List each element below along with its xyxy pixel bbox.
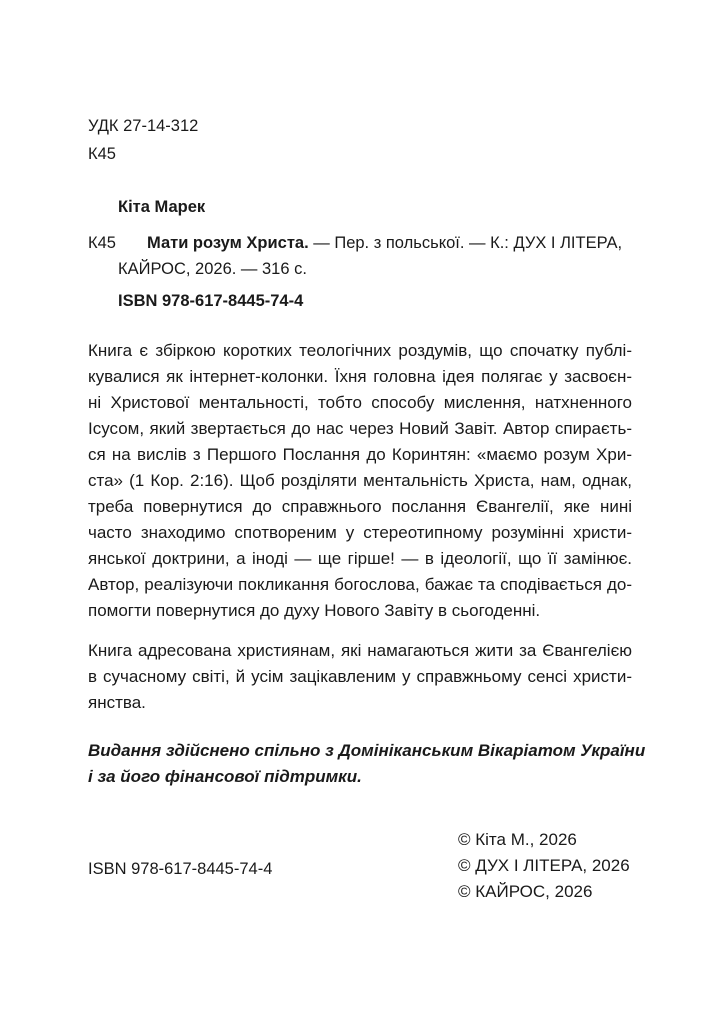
annotation-line: Книга адресована християнам, які намагаються жити за Євангелією	[88, 641, 632, 660]
annotation-line: Ісусом, який звертається до нас через Новий Завіт. Автор спираєть-	[88, 419, 632, 438]
sponsor-line: і за його фінансової підтримки.	[88, 767, 362, 786]
isbn-primary: ISBN 978-617-8445-74-4	[118, 292, 304, 310]
cutter-code: К45	[88, 145, 116, 163]
copyright-line: © ДУХ І ЛІТЕРА, 2026	[458, 856, 630, 875]
author-name: Кіта Марек	[118, 198, 206, 216]
annotation-line: Книга є збіркою коротких теологічних роздумів, що спочатку публі-	[88, 341, 632, 360]
annotation-line: часто знаходимо спотвореним у стереотипному розумінні христи-	[88, 523, 632, 542]
annotation-line: ста» (1 Кор. 2:16). Щоб розділяти ментальність Христа, нам, однак,	[88, 471, 632, 490]
annotation-line: помогти повернутися до духу Нового Завіту в сьогоденні.	[88, 601, 541, 620]
annotation-line: кувалися як інтернет-колонки. Їхня головна ідея полягає у засвоєн-	[88, 367, 632, 386]
annotation-line: Автор, реалізуючи покликання богослова, бажає та сподівається до-	[88, 575, 632, 594]
annotation-line: янства.	[88, 693, 146, 712]
annotation-line: в сучасному світі, й усім зацікавленим у справжньому сенсі христи-	[88, 667, 632, 686]
annotation-line: треба повернутися до справжнього послання Євангелії, яке нині	[88, 497, 632, 516]
copyright-line: © КАЙРОС, 2026	[458, 882, 593, 901]
annotation-line: янської доктрини, а іноді — ще гірше! — в ідеології, що її замінює.	[88, 549, 632, 568]
annotation-line: ся на вислів з Першого Послання до Коринтян: «маємо розум Хри-	[88, 445, 632, 464]
cutter-entry-code: К45	[88, 234, 116, 252]
udk-code: УДК 27-14-312	[88, 117, 199, 135]
copyright-line: © Кіта М., 2026	[458, 830, 577, 849]
annotation-line: ні Христової ментальності, тобто способу мислення, натхненного	[88, 393, 632, 412]
bibliographic-title-line	[147, 232, 622, 254]
book-title: Мати розум Христа.	[147, 234, 309, 252]
isbn-footer: ISBN 978-617-8445-74-4	[88, 860, 273, 878]
sponsor-line: Видання здійснено спільно з Домініканським Вікаріатом України	[88, 741, 646, 760]
bibliographic-details-1: — Пер. з польської. — К.: ДУХ І ЛІТЕРА,	[308, 234, 623, 252]
bibliographic-details-2: КАЙРОС, 2026. — 316 с.	[118, 260, 307, 278]
copyright-block	[458, 827, 630, 905]
